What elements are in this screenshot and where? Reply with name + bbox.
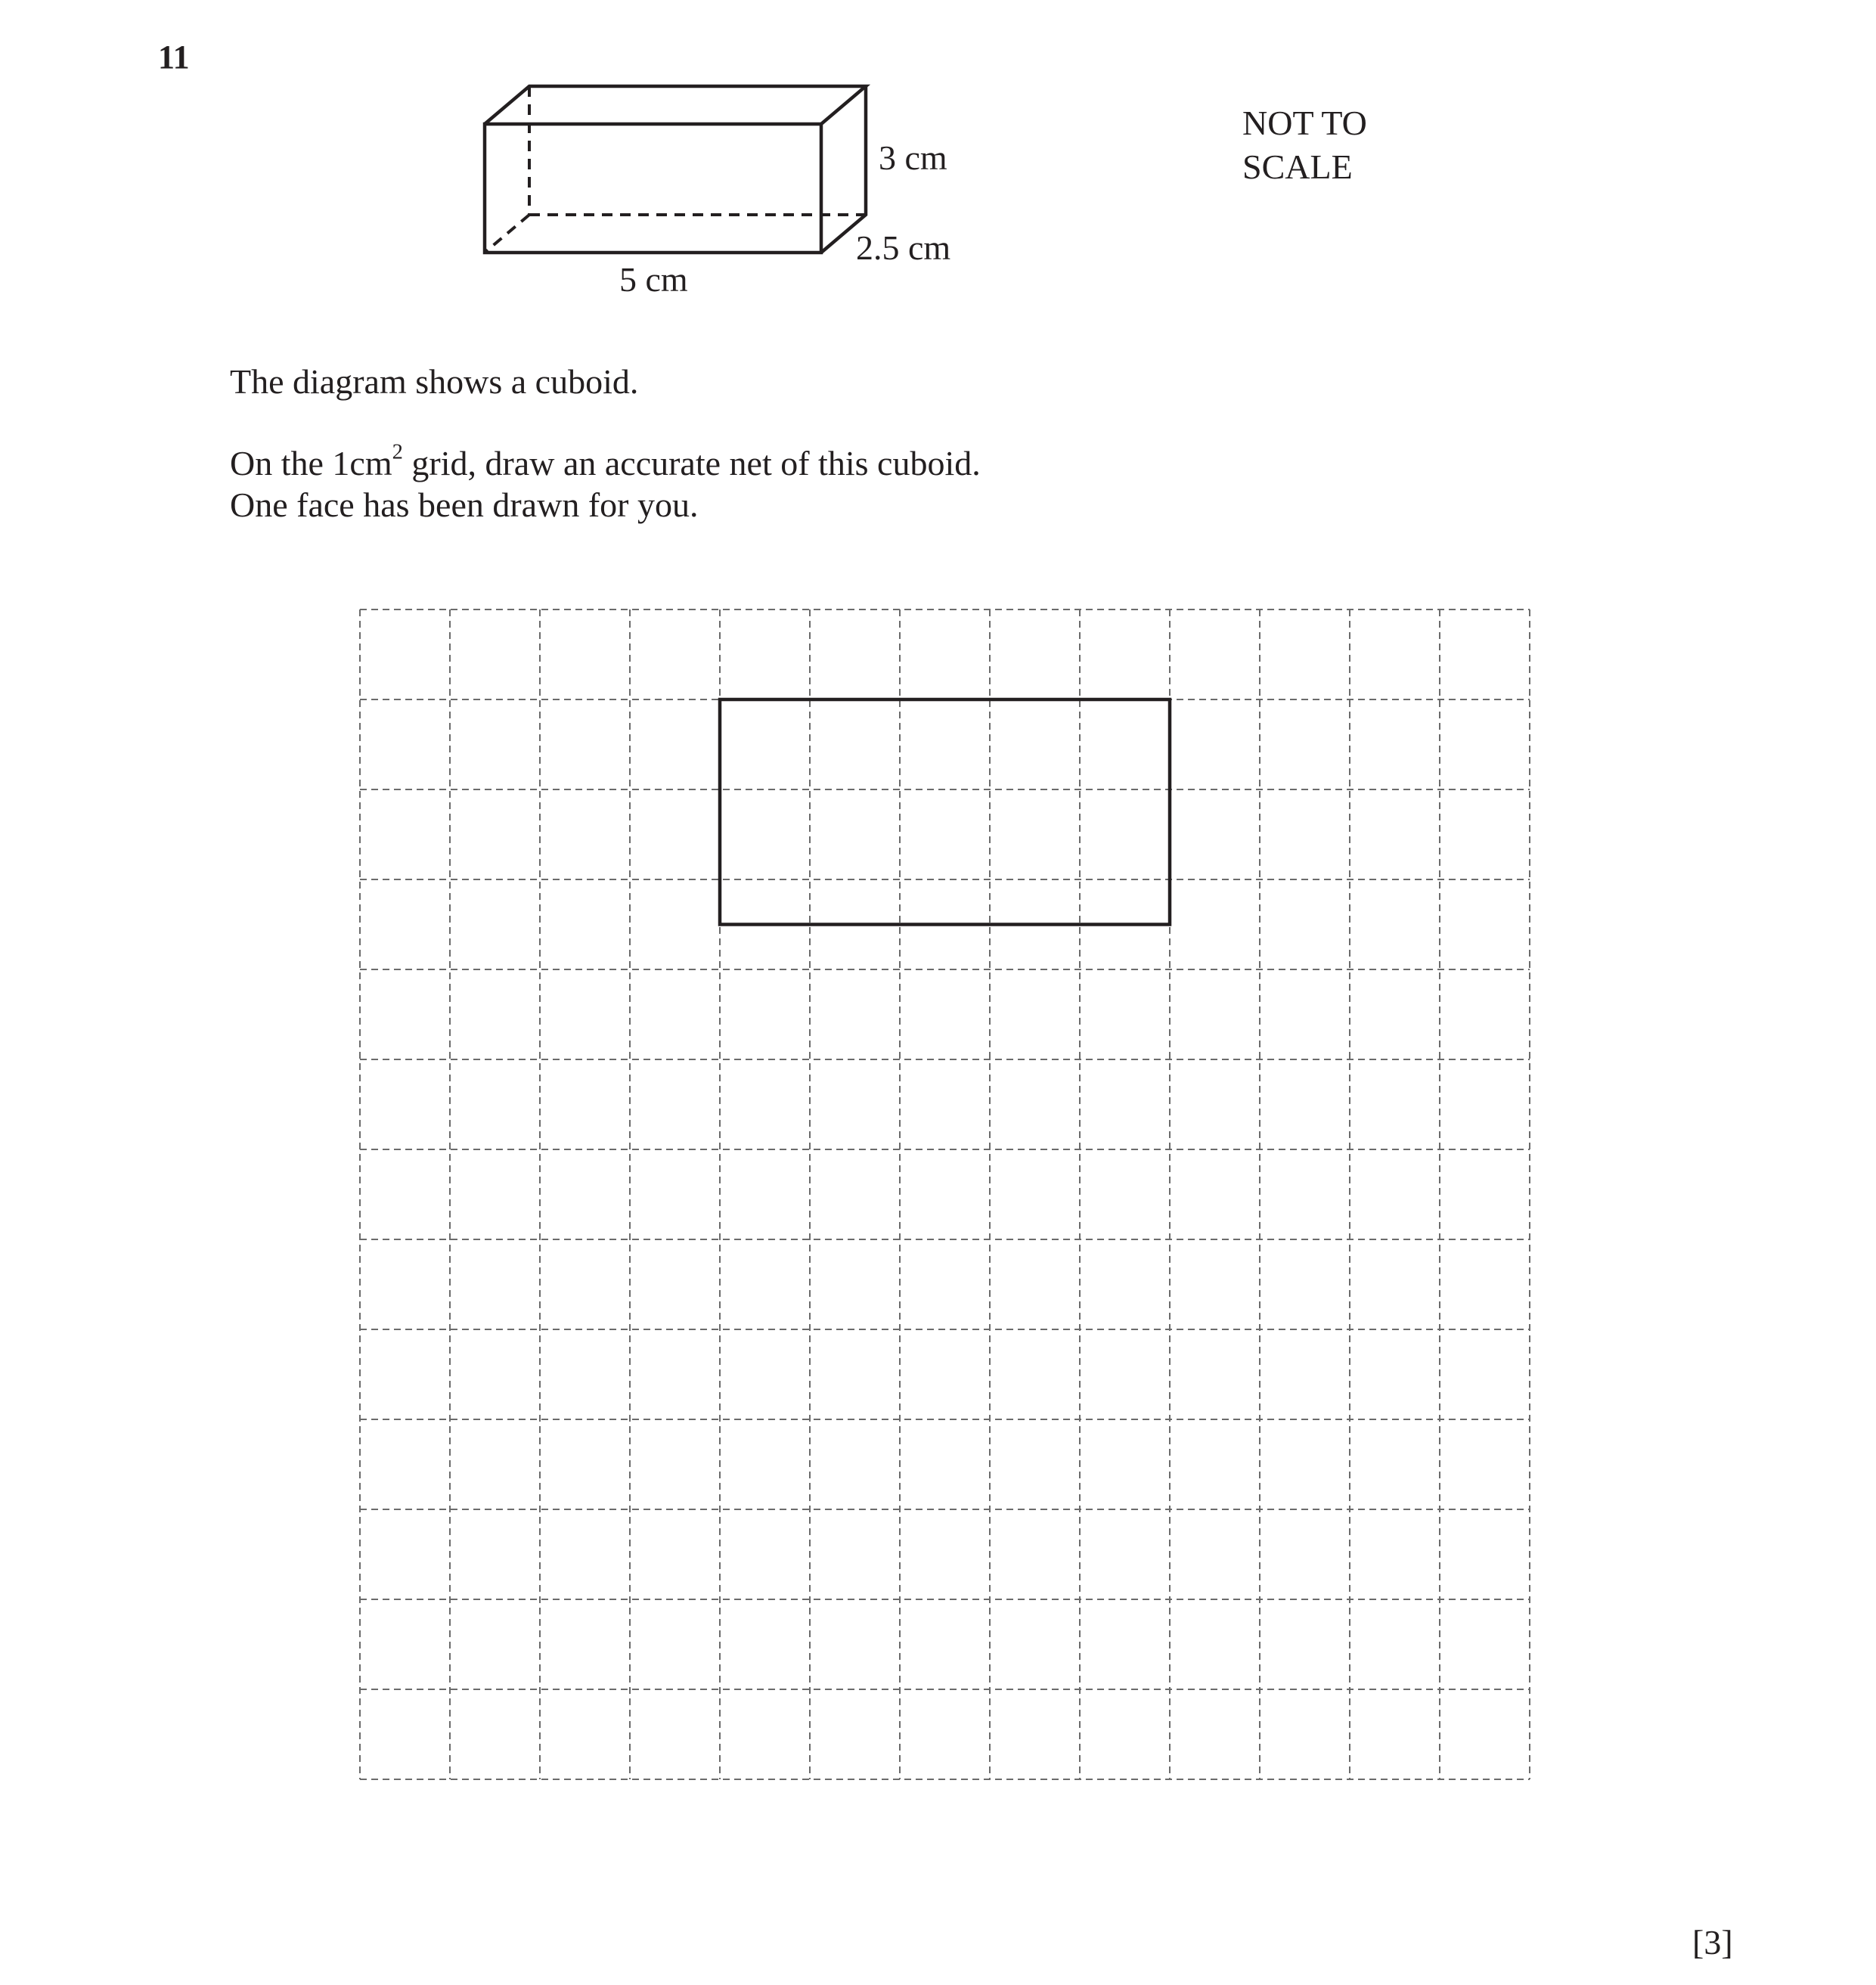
scale-note-line1: NOT TO <box>1242 104 1367 142</box>
marks-label: [3] <box>1692 1923 1733 1962</box>
scale-note-line2: SCALE <box>1242 147 1353 186</box>
given-face-rectangle <box>720 699 1170 925</box>
length-label: 5 cm <box>619 260 688 299</box>
question-number: 11 <box>158 39 190 76</box>
superscript-2: 2 <box>392 440 403 464</box>
instruction-line-2-end: grid, draw an accurate net of this cuboid. <box>402 444 981 482</box>
instruction-line-3: One face has been drawn for you. <box>230 485 699 524</box>
instruction-line-2-start: On the 1cm <box>230 444 392 482</box>
instruction-line-1: The diagram shows a cuboid. <box>230 362 639 401</box>
height-label: 3 cm <box>879 138 947 177</box>
depth-label: 2.5 cm <box>856 228 951 267</box>
